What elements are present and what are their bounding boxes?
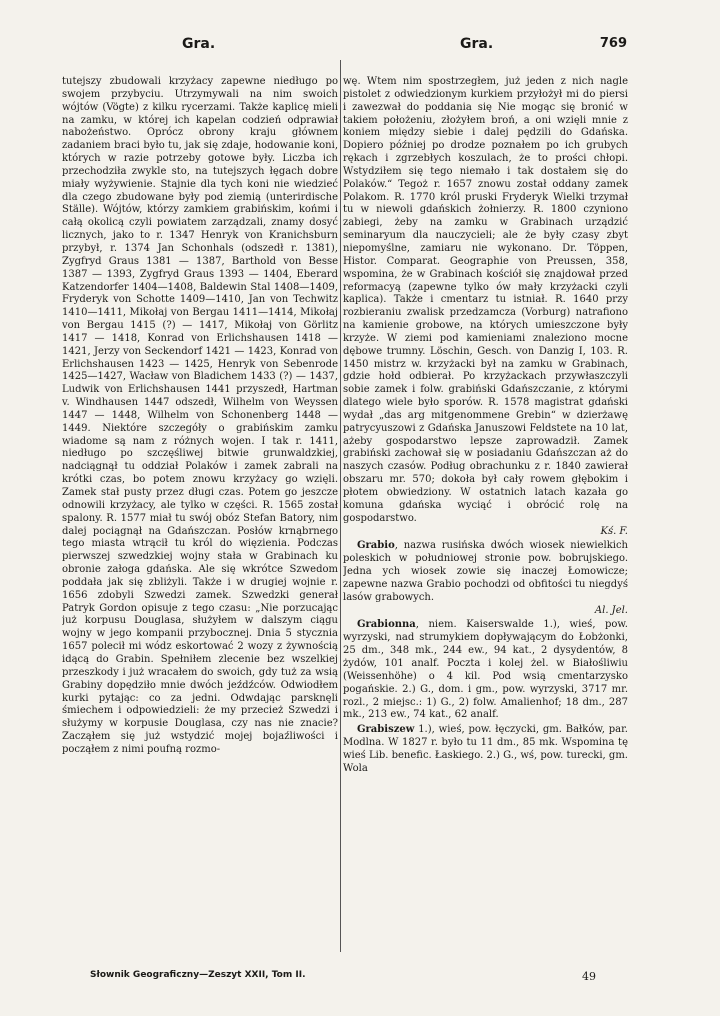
entry-headword: Grabiszew (357, 724, 415, 736)
intro-signature: Kś. F. (600, 525, 628, 537)
header-left-word: Gra. (182, 36, 216, 52)
page-number: 769 (599, 36, 627, 51)
entry-text: , nazwa rusińska dwóch wiosek niewielkich poleskich w południowej stronie pow. bobrujskiego. Jedna ych wiosek zowie się inaczej Łomowicze; zapewne nazwa Grabio pochodzi od obfitości tu niegdyś lasów grabowych. (343, 540, 628, 603)
left-column-text: tutejszy zbudowali krzyżacy zapewne niedługo po swojem przybyciu. Utrzymywali na nim swoich wójtów (Vögte) z kilku rycerzami. Także kaplicę mieli na zamku, w której ich kapelan codzień odprawiał nabożeństwo. Oprócz obrony kraju głównem zadaniem braci było tu, jak się zdaje, hodowanie koni, których w razie potrzeby gotowe były. Liczba ich przechodziła zwykle sto, na tutejszych łęgach dobre miały wyżywienie. Stajnie dla tych koni nie wiedzieć dla czego zbudowane były pod ziemią (unterirdische Ställe). Wójtów, którzy zamkiem grabińskim, końmi i całą okolicą czyli powiatem zarządzali, znamy dosyć licznych, jako to r. 1347 Henryk von Kranichsburn przybył, r. 1374 Jan Schonhals (odszedł r. 1381), Zygfryd Graus 1381 — 1387, Barthold von Besse 1387 — 1393, Zygfryd Graus 1393 — 1404, Eberard Katzendorfer 1404—1408, Baldewin Stal 1408—1409, Fryderyk von Schotte 1409—1410, Jan von Techwitz 1410—1411, Mikołaj von Bergau 1411—1414, Mikołaj von Bergau 1415 (?) — 1417, Mikołaj von Görlitz 1417 — 1418, Konrad von Erlichshausen 1418 — 1421, Jerzy von Seckendorf 1421 — 1423, Konrad von Erlichshausen 1423 — 1425, Henryk von Sebenrode 1425—1427, Wacław von Bladichem 1433 (?) — 1437, Ludwik von Erlichshausen 1441 przyszedł, Hartman v. Windhausen 1447 odszedł, Wilhelm von Weyssen 1447 — 1448, Wilhelm von Schonenberg 1448 —1449. Niektóre szczegóły o grabińskim zamku wiadome są nam z różnych wojen. I tak r. 1411, niedługo po szczęśliwej bitwie grunwaldzkiej, nadciągnął tu oddział Polaków i zamek zabrali na krótki czas, bo potem znowu krzyżacy go wzięli. Zamek stał pusty przez długi czas. Potem go jeszcze odnowili krzyżacy, ale tylko w części. R. 1565 został spalony. R. 1577 miał tu swój obóz Stefan Batory, nim dalej pociągnął na Gdańszczan. Posłów krnąbrnego tego miasta wtrącił tu król do więzienia. Podczas pierwszej szwedzkiej wojny stała w Grabinach ku obronie załoga gdańska. Ale się wkrótce Szwedom poddała jak się zbliżyli. Także i w drugiej wojnie r. 1656 zdobyli Szwedzi zamek. Szwedzki generał Patryk Gordon opisuje z tego czasu: „Nie porzucając już korpusu Douglasa, służyłem w dalszym ciągu wojny w jego kompanii przybocznej. Dnia 5 stycznia 1657 polecił mi wódz eskortować 2 wozy z żywnością idącą do Grabin. Spełniłem zlecenie bez wszelkiej przeszkody i już wracałem do swoich, gdy tuż za wsią Grabiny dopędziło mnie dwóch jeźdźców. Odwiodłem kurki pytając: co za jedni. Odwdając parsknęli śmiechem i odpowiedzieli: że my przecież Szwedzi i służymy w korpusie Douglasa, czy nas nie znacie? Zacząłem się już wstydzić mojej bojaźliwości i począłem z nimi poufną rozmo- (62, 76, 338, 755)
entry-text: , niem. Kaiserswalde 1.), wieś, pow. wyrzyski, nad strumykiem dopływającym do Łobżonki, 25 dm., 348 mk., 244 ew., 94 kat., 2 dysydentów, 8 żydów, 101 analf. Poczta i kolej żel. w Białośliwiu (Weissenhöhe) o 4 kil. Pod wsią cmentarzysko pogańskie. 2.) G., dom. i gm., pow. wyrzyski, 3717 mr. rozl., 2 miejsc.: 1) G., 2) folw. Amalienhof; 18 dm., 287 mk., 213 ew., 74 kat., 62 analf. (343, 619, 628, 721)
entry-grabiszew (343, 724, 628, 775)
intro-text: wę. Wtem nim spostrzegłem, już jeden z nich nagle pistolet z odwiedzionym kurkiem przyłożył mi do piersi i zawezwał do poddania się Nie mogąc się bronić w takiem położeniu, złożyłem broń, a oni wzięli mnie z koniem między siebie i dalej pędzili do Gdańska. Dopiero później po drodze poznałem po ich grubych rękach i zgrzebłych koszulach, że to prości chłopi. Wstydziłem się tego niemało i tak dostałem się do Polaków.“ Tegoż r. 1657 znowu został oddany zamek Polakom. R. 1770 król pruski Fryderyk Wielki trzymał tu w niewoli gdańskich żołnierzy. R. 1800 czyniono zabiegi, żeby na zamku w Grabinach urządzić seminaryum dla nauczycieli; ale że były czasy zbyt niepomyślne, zamiaru nie wykonano. Dr. Töppen, Histor. Comparat. Geographie von Preussen, 358, wspomina, że w Grabinach kościół się znajdował przed reformacyą (zapewne tylko ów mały krzyżacki czyli kaplica). Także i cmentarz tu istniał. R. 1640 przy rozbieraniu zwalisk przedzamcza (Vorburg) natrafiono na kamienie grobowe, na których umieszczone były krzyże. W ziemi pod kamieniami znaleziono mocne dębowe trumny. Löschin, Gesch. von Danzig I, 103. R. 1450 mistrz w. krzyżacki był na zamku w Grabinach, gdzie hołd odbierał. Po krzyżackach przywłaszczyli sobie zamek i folw. grabiński Gdańszczanie, z którymi dlatego wiele było sporów. R. 1578 magistrat gdański wydał „das arg mitgenommene Grebin“ w dzierżawę patrycyuszowi z Gdańska Januszowi Feldstete na 10 lat, ażeby gospodarstwo lepsze zaprowadził. Zamek grabiński zachował się w posiadaniu Gdańszczan aż do naszych czasów. Podług obrachunku z r. 1840 zawierał obszaru mr. 570; dokoła był cały rowem głębokim i płotem obwiedziony. W ostatnich latach kazała go komuna gdańska wyciąć i obrócić rolę na gospodarstwo. (343, 76, 628, 524)
entry-grabio (343, 540, 628, 617)
footer-signature-number: 49 (582, 970, 596, 983)
entry-signature: Al. Jel. (594, 604, 628, 616)
right-column (343, 76, 628, 956)
entry-headword: Grabionna (357, 619, 416, 631)
left-column (62, 76, 338, 956)
right-column-intro (343, 76, 628, 538)
entry-headword: Grabio (357, 540, 395, 552)
footer-publication: Słownik Geograficzny—Zeszyt XXII, Tom II. (90, 970, 306, 980)
column-divider (340, 60, 341, 952)
running-header (62, 36, 627, 56)
entry-grabionna (343, 619, 628, 722)
header-right-word: Gra. (460, 36, 494, 52)
entry-text: 1.), wieś, pow. łęczycki, gm. Bałków, par. Modlna. W 1827 r. było tu 11 dm., 85 mk. Wspomina tę wieś Lib. benefic. Łaskiego. 2.) G., wś, pow. turecki, gm. Wola (343, 724, 628, 774)
